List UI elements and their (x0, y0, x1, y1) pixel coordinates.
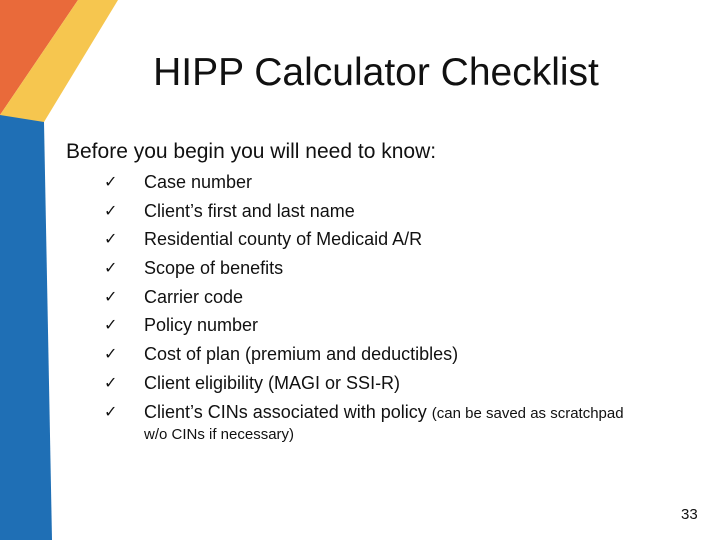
checklist-item-note-continuation: w/o CINs if necessary) (144, 426, 295, 443)
checklist-item (0, 311, 720, 340)
check-icon: ✓ (104, 200, 118, 220)
checklist-item-label: Cost of plan (premium and deductibles) (144, 344, 459, 365)
checklist-item-note: (can be saved as scratchpad (431, 404, 624, 422)
checklist-item (0, 197, 720, 226)
check-icon: ✓ (104, 229, 118, 249)
checklist-item (0, 369, 720, 398)
checklist-item-label: Residential county of Medicaid A/R (144, 229, 423, 250)
check-icon: ✓ (104, 401, 118, 421)
check-icon: ✓ (104, 315, 118, 335)
checklist-item (0, 340, 720, 369)
checklist-item-label: Scope of benefits (144, 258, 284, 279)
checklist-item-main-text: Client’s CINs associated with policy (144, 401, 427, 422)
check-icon: ✓ (104, 286, 118, 306)
check-icon: ✓ (104, 258, 118, 278)
checklist-item-label: Case number (144, 172, 253, 192)
checklist-item (0, 254, 720, 283)
checklist-item (0, 225, 720, 254)
checklist-item-label: Policy number (144, 315, 259, 336)
checklist-item-label: Client eligibility (MAGI or SSI-R) (144, 372, 401, 393)
checklist (0, 168, 720, 426)
slide-title: HIPP Calculator Checklist (153, 51, 599, 94)
check-icon: ✓ (104, 372, 118, 392)
checklist-item (0, 283, 720, 312)
check-icon: ✓ (104, 172, 118, 191)
checklist-item-label: Carrier code (144, 286, 244, 307)
checklist-item (0, 168, 720, 197)
checklist-item-label: Client’s first and last name (144, 200, 355, 221)
page-number: 33 (681, 506, 698, 523)
checklist-item (0, 398, 720, 427)
check-icon: ✓ (104, 344, 118, 364)
intro-text: Before you begin you will need to know: (66, 140, 437, 163)
